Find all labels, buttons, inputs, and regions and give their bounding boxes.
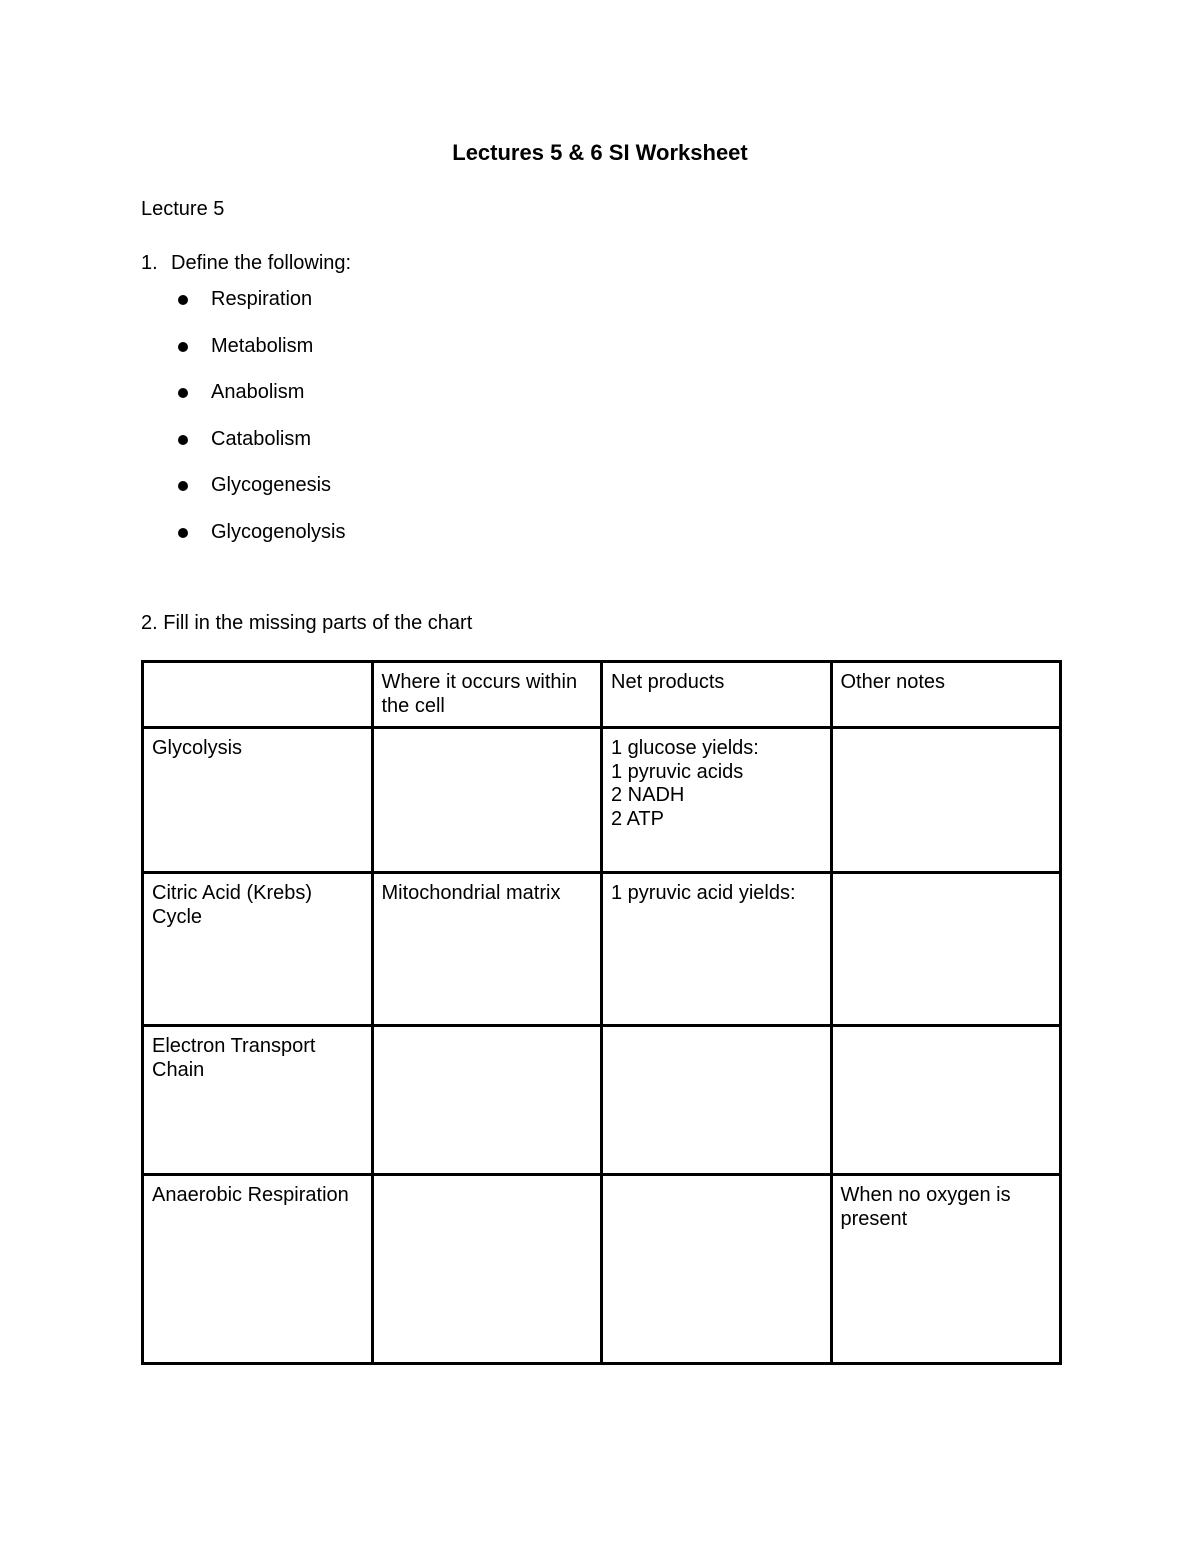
question-2-prompt: 2. Fill in the missing parts of the chart (141, 612, 473, 634)
list-item (178, 520, 346, 567)
row-label-cell: Anaerobic Respiration (143, 1175, 373, 1364)
term-label: Glycogenesis (211, 474, 332, 496)
table-header-cell: Net products (602, 662, 832, 728)
respiration-chart-table (141, 660, 1062, 1365)
table-header-cell (143, 662, 373, 728)
product-line: 1 pyruvic acids (611, 760, 744, 783)
term-label: Anabolism (211, 381, 305, 403)
table-header-cell: Where it occurs within the cell (372, 662, 602, 728)
question-1 (141, 252, 351, 275)
term-label: Catabolism (211, 427, 312, 450)
list-item (178, 380, 346, 427)
bullet-icon (178, 481, 188, 491)
table-row (143, 1175, 1061, 1364)
bullet-icon (178, 342, 188, 352)
question-1-number: 1. (141, 252, 158, 274)
notes-cell (831, 873, 1061, 1026)
term-label: Metabolism (211, 334, 314, 357)
products-cell (602, 873, 832, 1026)
product-line: 1 glucose yields: (611, 737, 759, 759)
row-label-cell: Electron Transport Chain (143, 1026, 373, 1175)
location-cell: Mitochondrial matrix (372, 873, 602, 1026)
table-header-row (143, 662, 1061, 728)
table-row (143, 1026, 1061, 1175)
notes-cell: When no oxygen is present (831, 1175, 1061, 1364)
list-item (178, 334, 346, 381)
bullet-icon (178, 435, 188, 445)
list-item (178, 427, 346, 474)
location-cell (372, 1175, 602, 1364)
product-line: 1 pyruvic acid yields: (611, 882, 796, 904)
definition-terms-list (178, 287, 346, 566)
bullet-icon (178, 295, 188, 305)
table-header-cell: Other notes (831, 662, 1061, 728)
row-label-cell: Glycolysis (143, 728, 373, 873)
section-heading: Lecture 5 (141, 198, 225, 220)
product-line: 2 ATP (611, 807, 664, 830)
product-line: 2 NADH (611, 784, 685, 806)
products-cell (602, 1175, 832, 1364)
term-label: Respiration (211, 288, 313, 310)
location-cell (372, 728, 602, 873)
table-row (143, 873, 1061, 1026)
page-title: Lectures 5 & 6 SI Worksheet (452, 140, 748, 165)
list-item (178, 287, 346, 334)
term-label: Glycogenolysis (211, 520, 346, 543)
location-cell (372, 1026, 602, 1175)
row-label-cell: Citric Acid (Krebs) Cycle (143, 873, 373, 1026)
bullet-icon (178, 528, 188, 538)
notes-cell (831, 728, 1061, 873)
products-cell (602, 728, 832, 873)
list-item (178, 473, 346, 520)
bullet-icon (178, 388, 188, 398)
table-row (143, 728, 1061, 873)
products-cell (602, 1026, 832, 1175)
question-1-prompt: Define the following: (171, 252, 352, 274)
notes-cell (831, 1026, 1061, 1175)
